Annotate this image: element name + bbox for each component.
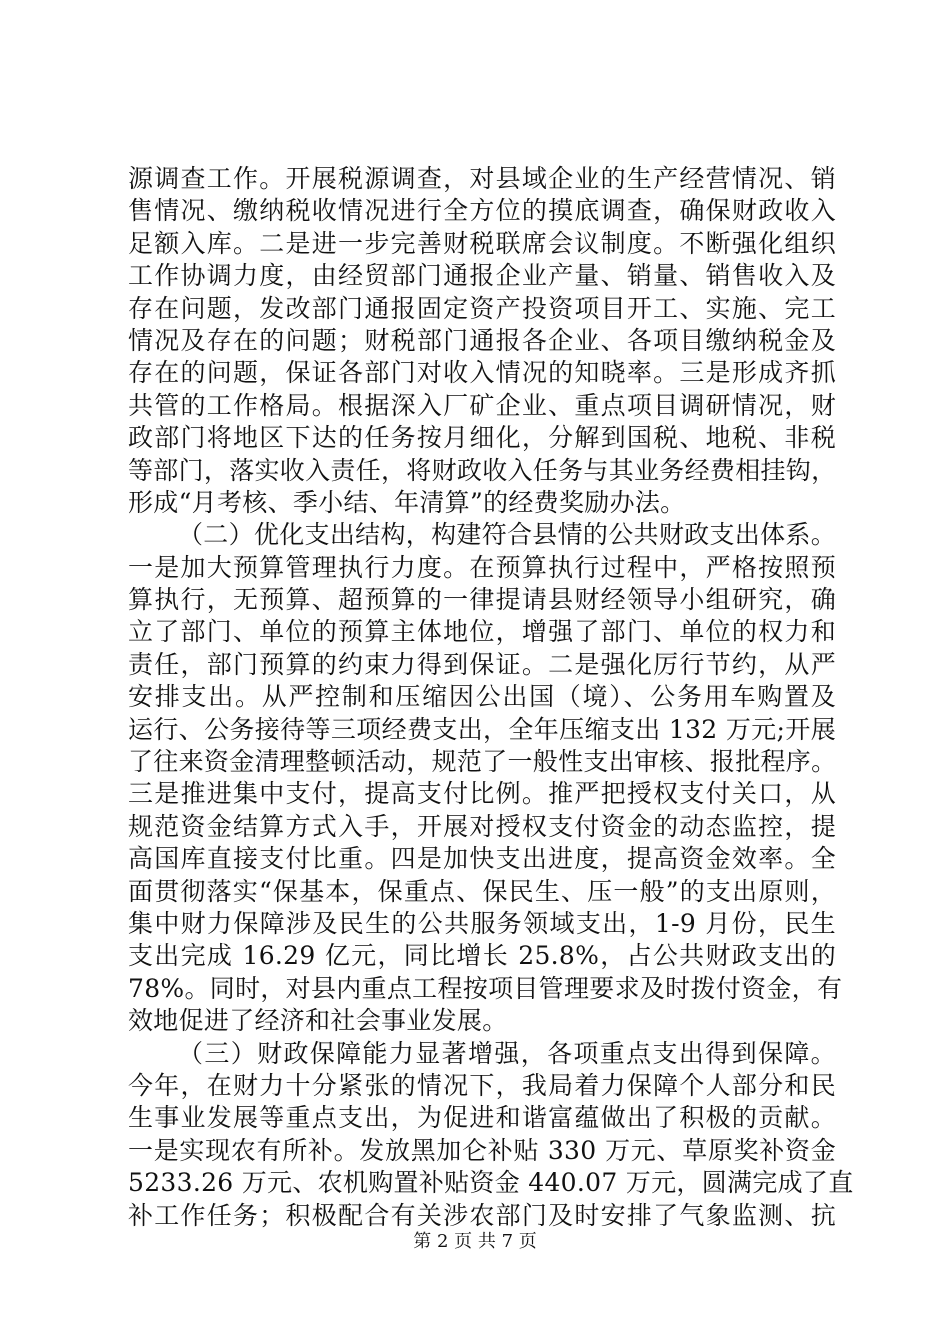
text-line: 政部门将地区下达的任务按月细化，分解到国税、地税、非税 xyxy=(128,423,836,453)
text-line: 一是加大预算管理执行力度。在预算执行过程中，严格按照预 xyxy=(128,552,836,582)
text-line: 78%。同时，对县内重点工程按项目管理要求及时拨付资金，有 xyxy=(128,973,843,1003)
document-body xyxy=(128,163,854,1232)
text-line: 了往来资金清理整顿活动，规范了一般性支出审核、报批程序。 xyxy=(128,747,837,777)
text-line: 面贯彻落实“保基本，保重点、保民生、压一般”的支出原则， xyxy=(128,876,836,906)
text-line: 售情况、缴纳税收情况进行全方位的摸底调查，确保财政收入 xyxy=(128,196,836,226)
text-line: 形成“月考核、季小结、年清算”的经费奖励办法。 xyxy=(128,487,686,517)
text-line: 等部门，落实收入责任，将财政收入任务与其业务经费相挂钩， xyxy=(128,455,837,485)
text-line: 一是实现农有所补。发放黑加仑补贴 330 万元、草原奖补资金 xyxy=(128,1135,836,1165)
text-line: 源调查工作。开展税源调查，对县域企业的生产经营情况、销 xyxy=(128,164,836,193)
text-line: 高国库直接支付比重。四是加快支出进度，提高资金效率。全 xyxy=(128,844,836,874)
section-heading: （三）财政保障能力显著增强，各项重点支出得到保障。 xyxy=(178,1038,836,1068)
text-line: 5233.26 万元、农机购置补贴资金 440.07 万元，圆满完成了直 xyxy=(128,1168,854,1198)
text-line: 今年，在财力十分紧张的情况下，我局着力保障个人部分和民 xyxy=(128,1070,836,1100)
page-number-footer: 第 2 页 共 7 页 xyxy=(413,1231,537,1252)
section-heading: （二）优化支出结构，构建符合县情的公共财政支出体系。 xyxy=(178,520,836,550)
text-line: 算执行，无预算、超预算的一律提请县财经领导小组研究，确 xyxy=(128,585,836,615)
text-line: 工作协调力度，由经贸部门通报企业产量、销量、销售收入及 xyxy=(128,261,836,291)
text-line: 效地促进了经济和社会事业发展。 xyxy=(128,1006,508,1036)
text-line: 责任，部门预算的约束力得到保证。二是强化厉行节约，从严 xyxy=(128,649,836,679)
text-line: 生事业发展等重点支出，为促进和谐富蕴做出了积极的贡献。 xyxy=(128,1103,836,1133)
text-line: 安排支出。从严控制和压缩因公出国（境）、公务用车购置及 xyxy=(128,682,836,712)
text-line: 集中财力保障涉及民生的公共服务领域支出，1-9 月份，民生 xyxy=(128,908,836,938)
text-line: 情况及存在的问题；财税部门通报各企业、各项目缴纳税金及 xyxy=(128,325,836,355)
text-line: 三是推进集中支付，提高支付比例。推严把授权支付关口，从 xyxy=(128,779,836,809)
text-line: 立了部门、单位的预算主体地位，增强了部门、单位的权力和 xyxy=(128,617,836,647)
text-line: 存在问题，发改部门通报固定资产投资项目开工、实施、完工 xyxy=(128,293,836,323)
text-line: 规范资金结算方式入手，开展对授权支付资金的动态监控，提 xyxy=(128,811,836,841)
text-line: 补工作任务；积极配合有关涉农部门及时安排了气象监测、抗 xyxy=(128,1200,836,1230)
text-line: 运行、公务接待等三项经费支出，全年压缩支出 132 万元;开展 xyxy=(128,714,836,744)
text-line: 共管的工作格局。根据深入厂矿企业、重点项目调研情况，财 xyxy=(128,390,836,420)
text-line: 支出完成 16.29 亿元，同比增长 25.8%，占公共财政支出的 xyxy=(128,941,836,971)
text-line: 存在的问题，保证各部门对收入情况的知晓率。三是形成齐抓 xyxy=(128,358,836,388)
text-line: 足额入库。二是进一步完善财税联席会议制度。不断强化组织 xyxy=(128,228,836,258)
